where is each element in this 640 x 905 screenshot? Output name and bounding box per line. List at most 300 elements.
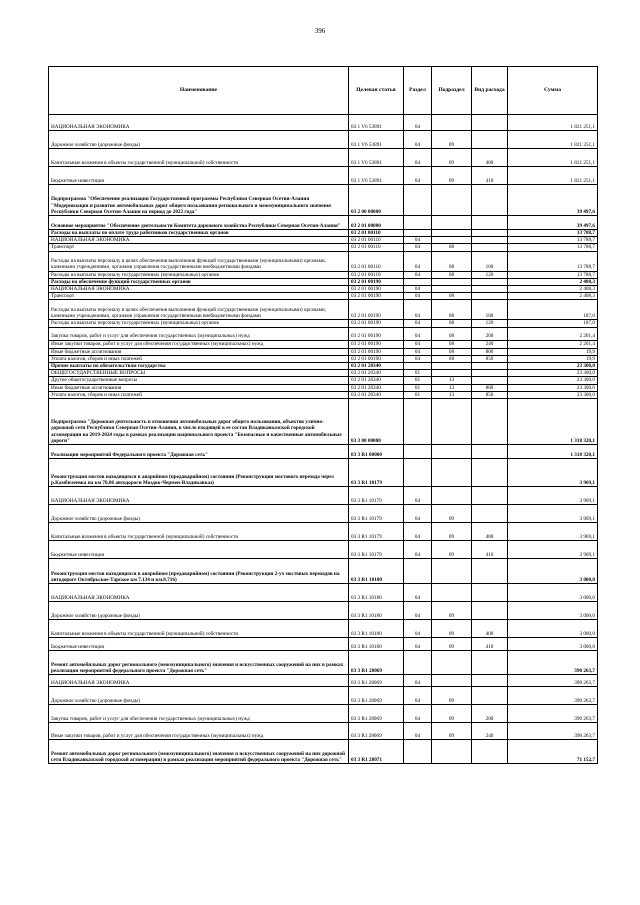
cell-expense-type: 410: [472, 638, 508, 651]
cell-expense-type: [472, 487, 508, 505]
cell-name: Иные бюджетные ассигнования: [49, 384, 349, 391]
cell-name: Бюджетные инвестиции: [49, 638, 349, 651]
cell-section: 04: [404, 584, 432, 602]
cell-expense-type: 850: [472, 391, 508, 398]
page-number: 396: [314, 27, 326, 35]
cell-subsection: 08: [432, 251, 472, 271]
cell-expense-type: [472, 740, 508, 764]
cell-section: 04: [404, 675, 432, 687]
cell-section: 04: [404, 723, 432, 740]
cell-amount: 3 969,1: [508, 523, 598, 541]
cell-subsection: 09: [432, 687, 472, 705]
cell-target-article: 03 2 01 00110: [349, 271, 404, 278]
table-row: [49, 271, 598, 278]
table-header-row: [49, 67, 598, 115]
cell-amount: 1 821 251,1: [508, 167, 598, 185]
cell-expense-type: 200: [472, 705, 508, 723]
cell-expense-type: 240: [472, 340, 508, 348]
cell-target-article: 03 1 V6 53891: [349, 131, 404, 149]
cell-target-article: 03 3 R1 10179: [349, 459, 404, 487]
cell-subsection: [432, 286, 472, 293]
cell-section: 04: [404, 355, 432, 362]
cell-amount: 39 497,6: [508, 216, 598, 230]
cell-section: 04: [404, 638, 432, 651]
cell-amount: 19,9: [508, 355, 598, 362]
table-row: [49, 740, 598, 764]
cell-target-article: 03 3 R1 10179: [349, 541, 404, 559]
cell-amount: 1 821 251,1: [508, 115, 598, 131]
cell-target-article: 03 2 01 00190: [349, 348, 404, 355]
cell-amount: 1 821 251,1: [508, 149, 598, 167]
cell-name: Подпрограмма "Обеспечение реализации Государственной программы Республики Северная Осетия-Алания "Модернизация и развитие автомобильных дорог общего пользования регионального и межмуниципального значения Республики Северная Осетия-Алания на период до 2022 года": [49, 185, 349, 216]
cell-expense-type: [472, 459, 508, 487]
cell-name: Расходы на выплаты персоналу в целях обеспечения выполнения функций государственными (муниципальными) органами, казенными учреждениями, органами управления государственными внебюджетными фондами: [49, 300, 349, 320]
header-name: Наименование: [49, 67, 349, 115]
cell-name: НАЦИОНАЛЬНАЯ ЭКОНОМИКА: [49, 115, 349, 131]
cell-name: НАЦИОНАЛЬНАЯ ЭКОНОМИКА: [49, 675, 349, 687]
table-row: [49, 355, 598, 362]
table-row: [49, 675, 598, 687]
cell-target-article: 03 3 R1 10180: [349, 602, 404, 620]
cell-amount: 390 263,7: [508, 675, 598, 687]
cell-section: 01: [404, 370, 432, 377]
table-row: [49, 167, 598, 185]
cell-amount: 71 152,7: [508, 740, 598, 764]
budget-table: [48, 66, 598, 764]
cell-expense-type: [472, 377, 508, 384]
table-row: [49, 216, 598, 230]
cell-section: 04: [404, 237, 432, 244]
cell-section: 04: [404, 131, 432, 149]
cell-section: [404, 740, 432, 764]
table-row: [49, 300, 598, 320]
cell-target-article: 03 2 01 20340: [349, 370, 404, 377]
table-row: [49, 541, 598, 559]
cell-name: Закупка товаров, работ и услуг для обеспечения государственных (муниципальных) нужд: [49, 705, 349, 723]
cell-section: [404, 216, 432, 230]
cell-expense-type: [472, 237, 508, 244]
cell-section: 01: [404, 384, 432, 391]
cell-target-article: 03 2 01 00190: [349, 327, 404, 340]
cell-subsection: [432, 559, 472, 584]
cell-expense-type: [472, 278, 508, 285]
cell-amount: 23 300,0: [508, 370, 598, 377]
cell-amount: 3 000,0: [508, 602, 598, 620]
table-row: [49, 185, 598, 216]
cell-section: 04: [404, 271, 432, 278]
cell-section: 04: [404, 115, 432, 131]
cell-subsection: [432, 363, 472, 370]
table-row: [49, 278, 598, 285]
cell-subsection: 09: [432, 505, 472, 523]
cell-expense-type: 100: [472, 300, 508, 320]
cell-name: Ремонт автомобильных дорог регионального (межмуниципального) значения и искусственных сооружений на них дорожной сети Владикавказской городской агломерации) в рамках реализации мероприятий федерального проекта "Дорожная сеть": [49, 740, 349, 764]
cell-section: 04: [404, 541, 432, 559]
cell-amount: 39 497,6: [508, 185, 598, 216]
table-row: [49, 523, 598, 541]
cell-name: ОБЩЕГОСУДАРСТВЕННЫЕ ВОПРОСЫ: [49, 370, 349, 377]
cell-subsection: 09: [432, 638, 472, 651]
cell-target-article: 03 2 01 00190: [349, 340, 404, 348]
table-row: [49, 459, 598, 487]
cell-amount: 390 263,7: [508, 687, 598, 705]
cell-amount: 13 788,7: [508, 251, 598, 271]
cell-name: Дорожное хозяйство (дорожные фонды): [49, 602, 349, 620]
cell-subsection: 13: [432, 384, 472, 391]
cell-amount: 2 201,4: [508, 327, 598, 340]
cell-expense-type: [472, 216, 508, 230]
cell-target-article: 03 3 R1 28071: [349, 740, 404, 764]
table-row: [49, 445, 598, 459]
cell-target-article: 03 3 00 00000: [349, 399, 404, 445]
cell-expense-type: [472, 293, 508, 300]
cell-name: Закупка товаров, работ и услуг для обеспечения государственных (муниципальных) нужд: [49, 327, 349, 340]
cell-subsection: 09: [432, 723, 472, 740]
cell-expense-type: [472, 505, 508, 523]
cell-name: НАЦИОНАЛЬНАЯ ЭКОНОМИКА: [49, 584, 349, 602]
cell-expense-type: [472, 602, 508, 620]
cell-section: 04: [404, 167, 432, 185]
header-subsection: Подраздел: [432, 67, 472, 115]
cell-target-article: 03 2 01 00190: [349, 278, 404, 285]
table-row: [49, 399, 598, 445]
cell-name: Другие общегосударственные вопросы: [49, 377, 349, 384]
cell-name: Уплата налогов, сборов и иных платежей: [49, 391, 349, 398]
cell-subsection: [432, 651, 472, 675]
cell-target-article: 03 2 01 20340: [349, 363, 404, 370]
cell-target-article: 03 3 R1 10180: [349, 559, 404, 584]
cell-section: [404, 185, 432, 216]
cell-subsection: 08: [432, 320, 472, 327]
cell-target-article: 03 2 01 00110: [349, 251, 404, 271]
table-row: [49, 602, 598, 620]
table-body: [49, 115, 598, 764]
cell-amount: 23 300,0: [508, 363, 598, 370]
cell-expense-type: [472, 185, 508, 216]
cell-section: [404, 651, 432, 675]
cell-target-article: 03 3 R1 10179: [349, 523, 404, 541]
table-row: [49, 384, 598, 391]
table-row: [49, 559, 598, 584]
cell-target-article: 03 3 R1 10180: [349, 638, 404, 651]
cell-expense-type: 200: [472, 327, 508, 340]
cell-expense-type: 410: [472, 541, 508, 559]
cell-section: [404, 230, 432, 237]
table-row: [49, 320, 598, 327]
cell-name: Расходы на выплаты персоналу в целях обеспечения выполнения функций государственными (муниципальными) органами, казенными учреждениями, органами управления государственными внебюджетными фондами: [49, 251, 349, 271]
cell-amount: 2 201,4: [508, 340, 598, 348]
cell-subsection: 09: [432, 541, 472, 559]
cell-amount: 13 788,7: [508, 271, 598, 278]
table-row: [49, 327, 598, 340]
cell-subsection: [432, 278, 472, 285]
cell-amount: 23 300,0: [508, 377, 598, 384]
cell-subsection: [432, 399, 472, 445]
cell-amount: 390 263,7: [508, 705, 598, 723]
cell-name: Капитальные вложения в объекты государственной (муниципальной) собственности: [49, 149, 349, 167]
cell-name: Дорожное хозяйство (дорожные фонды): [49, 505, 349, 523]
cell-section: 01: [404, 377, 432, 384]
cell-section: 04: [404, 487, 432, 505]
cell-name: Ремонт автомобильных дорог регионального (межмуниципального) значения и искусственных сооружений на них в рамках реализации мероприятий федерального проекта "Дорожная сеть": [49, 651, 349, 675]
cell-expense-type: 800: [472, 348, 508, 355]
cell-expense-type: [472, 370, 508, 377]
cell-amount: 3 969,1: [508, 487, 598, 505]
cell-section: 04: [404, 705, 432, 723]
cell-target-article: 03 2 01 00190: [349, 286, 404, 293]
cell-name: НАЦИОНАЛЬНАЯ ЭКОНОМИКА: [49, 286, 349, 293]
cell-section: 04: [404, 620, 432, 638]
cell-section: 04: [404, 244, 432, 251]
cell-section: 01: [404, 391, 432, 398]
cell-section: 04: [404, 286, 432, 293]
cell-amount: 3 000,0: [508, 620, 598, 638]
cell-target-article: 03 3 R1 28069: [349, 651, 404, 675]
cell-amount: 13 788,7: [508, 230, 598, 237]
cell-subsection: [432, 185, 472, 216]
cell-amount: 23 300,0: [508, 384, 598, 391]
cell-target-article: 03 2 01 00190: [349, 293, 404, 300]
cell-section: 04: [404, 320, 432, 327]
cell-target-article: 03 3 R1 28069: [349, 675, 404, 687]
cell-name: Дорожное хозяйство (дорожные фонды): [49, 131, 349, 149]
cell-subsection: 08: [432, 300, 472, 320]
cell-name: Бюджетные инвестиции: [49, 167, 349, 185]
cell-target-article: 03 2 01 20340: [349, 391, 404, 398]
table-row: [49, 723, 598, 740]
cell-amount: 2 408,3: [508, 278, 598, 285]
cell-name: Реконструкция мостов находящихся в аварийном (предаварийном) состоянии (Реконструкция 2-ух мостовых переходов на автодороге Октябрьское-Тарское км 7.134 и км.8.716): [49, 559, 349, 584]
cell-subsection: 09: [432, 149, 472, 167]
cell-section: [404, 445, 432, 459]
table-row: [49, 230, 598, 237]
cell-name: НАЦИОНАЛЬНАЯ ЭКОНОМИКА: [49, 487, 349, 505]
cell-subsection: 08: [432, 355, 472, 362]
cell-section: 04: [404, 523, 432, 541]
cell-target-article: 03 3 R1 10180: [349, 584, 404, 602]
cell-target-article: 03 2 00 00000: [349, 185, 404, 216]
cell-target-article: 03 3 R1 28069: [349, 705, 404, 723]
cell-expense-type: [472, 115, 508, 131]
table-row: [49, 487, 598, 505]
cell-amount: 3 000,0: [508, 584, 598, 602]
cell-section: [404, 559, 432, 584]
cell-target-article: 03 3 R1 10180: [349, 620, 404, 638]
table-row: [49, 237, 598, 244]
cell-section: 04: [404, 340, 432, 348]
cell-target-article: 03 2 01 00110: [349, 244, 404, 251]
cell-target-article: 03 2 01 00190: [349, 355, 404, 362]
header-expense-type: Вид расхода: [472, 67, 508, 115]
cell-name: Иные закупки товаров, работ и услуг для обеспечения государственных (муниципальных) нужд: [49, 340, 349, 348]
cell-name: Капитальные вложения в объекты государственной (муниципальной) собственности: [49, 523, 349, 541]
table-row: [49, 391, 598, 398]
cell-amount: 187,0: [508, 300, 598, 320]
table-row: [49, 251, 598, 271]
cell-target-article: 03 2 01 00110: [349, 237, 404, 244]
cell-section: 04: [404, 300, 432, 320]
cell-name: Расходы на выплаты по оплате труда работников государственных органов: [49, 230, 349, 237]
cell-name: Капитальные вложения в объекты государственной (муниципальной) собственности: [49, 620, 349, 638]
cell-section: 04: [404, 293, 432, 300]
table-row: [49, 651, 598, 675]
cell-section: 04: [404, 602, 432, 620]
cell-amount: 3 000,0: [508, 638, 598, 651]
cell-target-article: 03 3 R1 28069: [349, 723, 404, 740]
cell-target-article: 03 2 01 00000: [349, 216, 404, 230]
cell-target-article: 03 1 V6 53891: [349, 149, 404, 167]
cell-name: Реконструкция мостов находящихся в аварийном (предаварийном) состоянии (Реконструкция мостового перехода через р.Камбилеевка на км 78.06 автодороги Моздок-Чермен-Владикавказ): [49, 459, 349, 487]
cell-expense-type: 120: [472, 320, 508, 327]
cell-subsection: 09: [432, 523, 472, 541]
cell-expense-type: [472, 559, 508, 584]
cell-expense-type: [472, 244, 508, 251]
cell-name: Реализация мероприятий Федерального проекта "Дорожная сеть": [49, 445, 349, 459]
table-row: [49, 115, 598, 131]
cell-expense-type: 240: [472, 723, 508, 740]
cell-name: НАЦИОНАЛЬНАЯ ЭКОНОМИКА: [49, 237, 349, 244]
cell-subsection: 09: [432, 167, 472, 185]
cell-expense-type: [472, 131, 508, 149]
cell-section: 04: [404, 505, 432, 523]
cell-target-article: 03 2 01 20340: [349, 377, 404, 384]
cell-target-article: 03 3 R1 00000: [349, 445, 404, 459]
cell-subsection: [432, 115, 472, 131]
table-row: [49, 131, 598, 149]
cell-subsection: 08: [432, 244, 472, 251]
cell-name: Иные бюджетные ассигнования: [49, 348, 349, 355]
cell-subsection: [432, 230, 472, 237]
cell-expense-type: [472, 651, 508, 675]
cell-subsection: [432, 459, 472, 487]
cell-section: [404, 363, 432, 370]
table-row: [49, 705, 598, 723]
cell-subsection: 13: [432, 377, 472, 384]
cell-name: Расходы на выплаты персоналу государственных (муниципальных) органов: [49, 320, 349, 327]
cell-expense-type: [472, 445, 508, 459]
cell-expense-type: [472, 584, 508, 602]
cell-subsection: [432, 487, 472, 505]
cell-section: 04: [404, 251, 432, 271]
cell-name: Подпрограмма "Дорожная деятельность в отношении автомобильных дорог общего пользования, объектов улично-дорожной сети Республики Северная Осетия-Алания, в число входящей в ее состав Владикавказской городской агломерации на 2019-2024 годы в рамках реализации национального проекта "Безопасные и качественные автомобильные дороги": [49, 399, 349, 445]
cell-target-article: 03 2 01 00190: [349, 320, 404, 327]
cell-section: [404, 399, 432, 445]
cell-name: Транспорт: [49, 293, 349, 300]
cell-expense-type: 800: [472, 384, 508, 391]
cell-target-article: 03 3 R1 10179: [349, 505, 404, 523]
cell-name: Прочие выплаты по обязательствам государства: [49, 363, 349, 370]
cell-subsection: 09: [432, 705, 472, 723]
table-row: [49, 638, 598, 651]
cell-subsection: 09: [432, 620, 472, 638]
cell-expense-type: [472, 286, 508, 293]
table-row: [49, 293, 598, 300]
table-row: [49, 505, 598, 523]
header-section: Раздел: [404, 67, 432, 115]
cell-subsection: [432, 740, 472, 764]
cell-name: Иные закупки товаров, работ и услуг для обеспечения государственных (муниципальных) нужд: [49, 723, 349, 740]
cell-subsection: [432, 445, 472, 459]
cell-subsection: 08: [432, 340, 472, 348]
cell-amount: 1 318 320,1: [508, 445, 598, 459]
cell-section: 04: [404, 327, 432, 340]
cell-amount: 19,9: [508, 348, 598, 355]
cell-subsection: 13: [432, 391, 472, 398]
header-target-article: Целевая статья: [349, 67, 404, 115]
cell-expense-type: [472, 363, 508, 370]
cell-expense-type: [472, 675, 508, 687]
cell-amount: 13 788,7: [508, 244, 598, 251]
cell-subsection: [432, 216, 472, 230]
cell-target-article: 03 2 01 00110: [349, 230, 404, 237]
cell-amount: 390 263,7: [508, 723, 598, 740]
table-row: [49, 584, 598, 602]
table-row: [49, 377, 598, 384]
cell-expense-type: 400: [472, 523, 508, 541]
cell-subsection: 08: [432, 293, 472, 300]
cell-target-article: 03 2 01 20340: [349, 384, 404, 391]
cell-expense-type: 120: [472, 271, 508, 278]
cell-target-article: 03 1 V6 53891: [349, 167, 404, 185]
cell-name: Дорожное хозяйство (дорожные фонды): [49, 687, 349, 705]
cell-subsection: 08: [432, 327, 472, 340]
cell-amount: 23 300,0: [508, 391, 598, 398]
cell-subsection: 09: [432, 131, 472, 149]
table-row: [49, 363, 598, 370]
table-row: [49, 620, 598, 638]
cell-section: 04: [404, 348, 432, 355]
header-amount: Сумма: [508, 67, 598, 115]
table-row: [49, 370, 598, 377]
table-row: [49, 149, 598, 167]
cell-name: Расходы на обеспечение функций государственных органов: [49, 278, 349, 285]
cell-amount: 2 408,3: [508, 293, 598, 300]
cell-subsection: 09: [432, 602, 472, 620]
cell-expense-type: 400: [472, 149, 508, 167]
cell-amount: 3 969,1: [508, 505, 598, 523]
cell-target-article: 03 3 R1 28069: [349, 687, 404, 705]
cell-subsection: 08: [432, 348, 472, 355]
cell-amount: 3 000,0: [508, 559, 598, 584]
cell-amount: 1 821 251,1: [508, 131, 598, 149]
cell-expense-type: [472, 687, 508, 705]
cell-subsection: [432, 237, 472, 244]
cell-expense-type: 410: [472, 167, 508, 185]
table-row: [49, 244, 598, 251]
cell-expense-type: 400: [472, 620, 508, 638]
cell-section: [404, 278, 432, 285]
cell-target-article: 03 3 R1 10179: [349, 487, 404, 505]
cell-amount: 390 263,7: [508, 651, 598, 675]
cell-name: Расходы на выплаты персоналу государственных (муниципальных) органов: [49, 271, 349, 278]
cell-expense-type: [472, 230, 508, 237]
cell-amount: 2 408,3: [508, 286, 598, 293]
table-row: [49, 340, 598, 348]
cell-section: [404, 459, 432, 487]
cell-name: Уплата налогов, сборов и иных платежей: [49, 355, 349, 362]
cell-expense-type: 850: [472, 355, 508, 362]
cell-subsection: [432, 675, 472, 687]
cell-section: 04: [404, 149, 432, 167]
cell-target-article: 03 2 01 00190: [349, 300, 404, 320]
cell-amount: 3 969,1: [508, 459, 598, 487]
cell-amount: 1 318 320,1: [508, 399, 598, 445]
cell-amount: 13 788,7: [508, 237, 598, 244]
cell-amount: 187,0: [508, 320, 598, 327]
cell-name: Основное мероприятие "Обеспечение деятельности Комитета дорожного хозяйства Республики Северная Осетия-Алания": [49, 216, 349, 230]
cell-name: Транспорт: [49, 244, 349, 251]
cell-subsection: 08: [432, 271, 472, 278]
